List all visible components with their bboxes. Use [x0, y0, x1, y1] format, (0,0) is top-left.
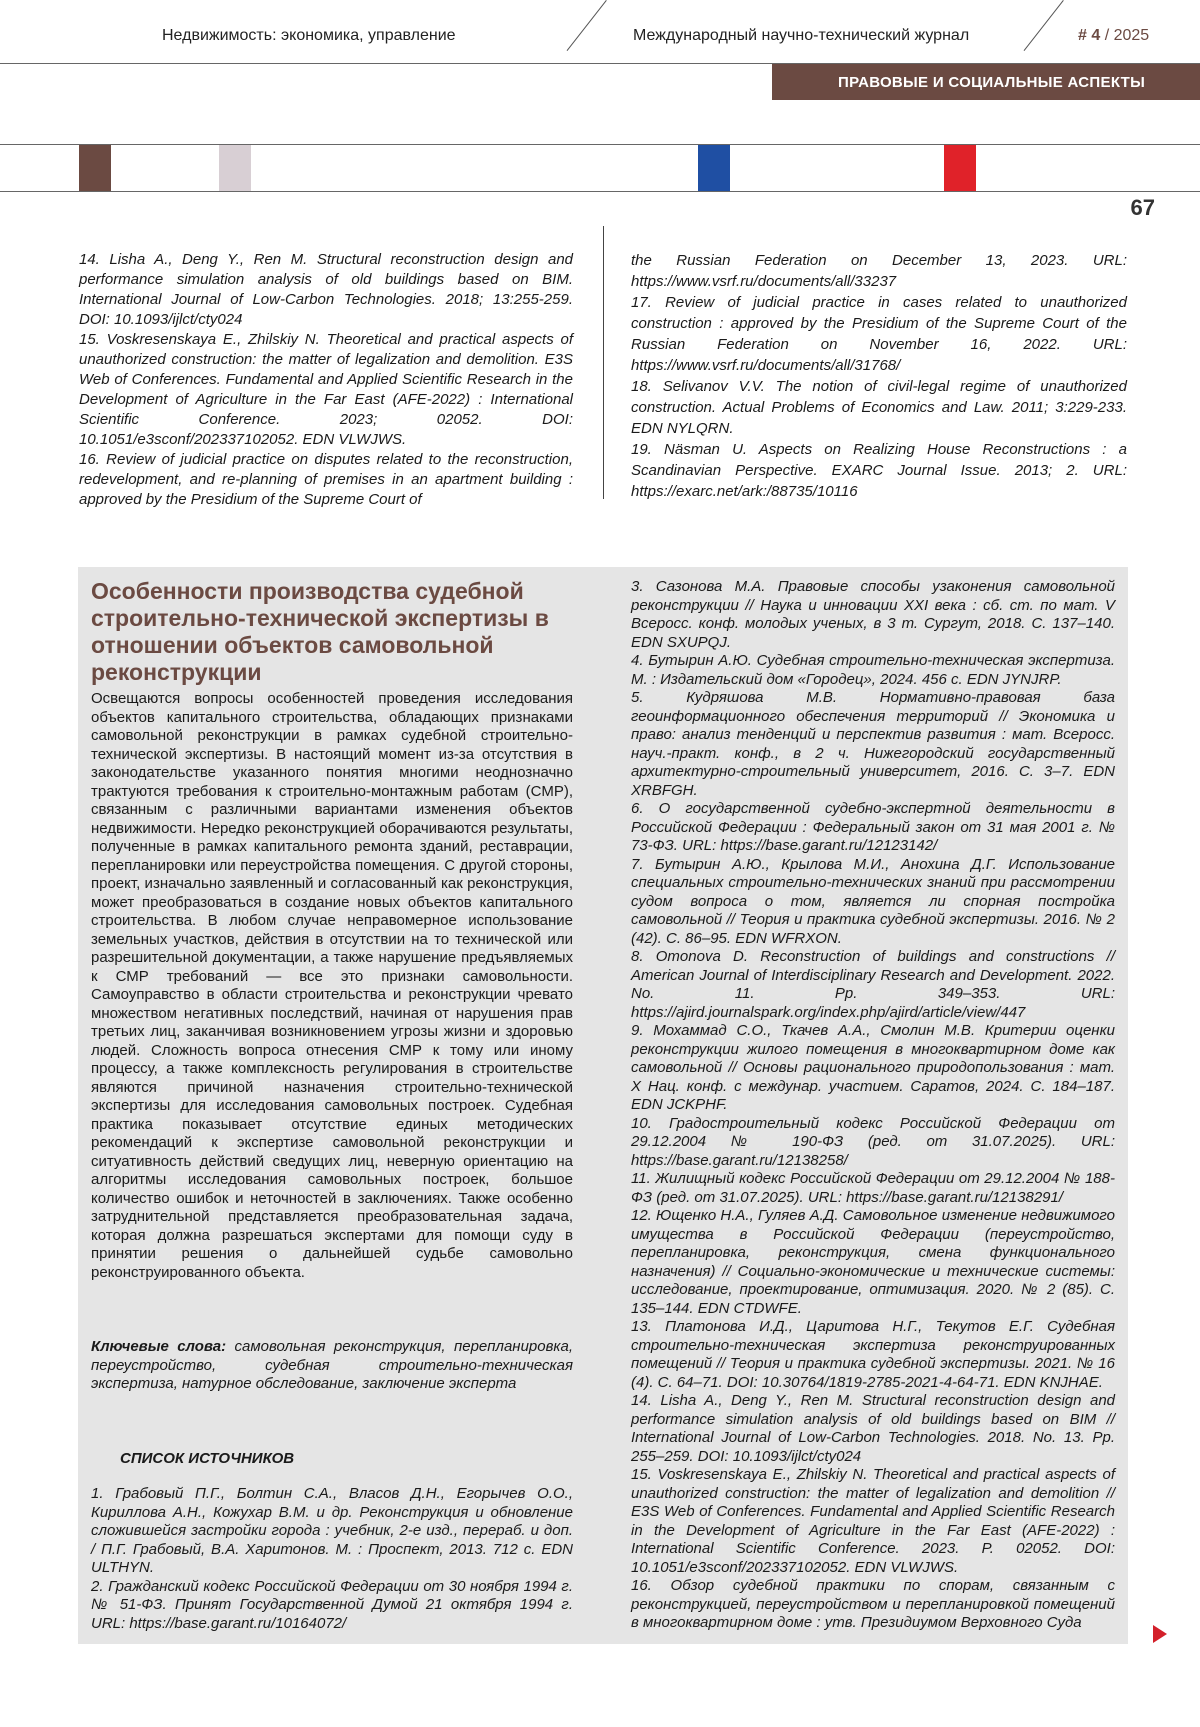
reference-item: 16. Обзор судебной практики по спорам, связанным с реконструкцией, переустройством и перепланировкой помещений в многоквартирном доме : утв. Президиумом Верховного Суда	[631, 1577, 1115, 1631]
reference-item: 14. Lisha A., Deng Y., Ren M. Structural reconstruction design and performance simulation analysis of old buildings based on BIM // International Journal of Low-Carbon Technologies. 2018. No. 13. Pp. 255–259. DOI: 10.1093/ijlct/cty024	[631, 1392, 1115, 1465]
color-square-pink	[219, 145, 251, 191]
reference-item: 5. Кудряшова М.В. Нормативно-правовая база геоинформационного обеспечения территорий // Экономика и право: анализ тенденций и перспектив развития : мат. Всеросс. науч.-практ. конф., в 2 ч. Нижегородский государственный архитектурно-строительный университет, 2016. С. 3–7. EDN XRBFGH.	[631, 689, 1115, 799]
page-number: 67	[1130, 195, 1155, 220]
journal-type: Международный научно-технический журнал	[633, 27, 970, 44]
reference-item: 13. Платонова И.Д., Царитова Н.Г., Текутов Е.Г. Судебная строительно-техническая экспертиза реконструированных помещений // Теория и практика судебной экспертизы. 2021. № 16 (4). С. 64–71. DOI: 10.30764/1819-2785-2021-4-64-71. EDN KNJHAE.	[631, 1318, 1115, 1391]
issue-label	[1078, 27, 1149, 45]
reference-item: 16. Review of judicial practice on disputes related to the reconstruction, redevelopment, and re-planning of premises in an apartment building : approved by the Presidium of the Supreme Court of	[79, 451, 573, 508]
reference-item: 12. Ющенко Н.А., Гуляев А.Д. Самовольное изменение недвижимого имущества в Российской Федерации (переустройство, перепланировка, реконструкция, смена функционального назначения) // Социально-экономические и технические системы: исследование, проектирование, оптимизация. 2020. № 2 (85). С. 135–144. EDN CTDWFE.	[631, 1207, 1115, 1317]
reference-item: 17. Review of judicial practice in cases related to unauthorized construction : approved by the Presidium of the Supreme Court of the Russian Federation on November 16, 2022. URL: https://www.vsrf.ru/documents/all/31768/	[631, 294, 1127, 374]
keywords	[91, 1338, 573, 1394]
color-square-red	[944, 145, 976, 191]
reference-item: 19. Näsman U. Aspects on Realizing House Reconstructions : a Scandinavian Perspective. EXARC Journal Issue. 2013; 2. URL: https://exarc.net/ark:/88735/10116	[631, 441, 1127, 500]
issue-number: # 4	[1078, 27, 1101, 44]
journal-name: Недвижимость: экономика, управление	[162, 27, 456, 44]
reference-item: 4. Бутырин А.Ю. Судебная строительно-техническая экспертиза. М. : Издательский дом «Городец», 2024. 456 с. EDN JYNJRP.	[631, 652, 1115, 688]
color-square-brown	[79, 145, 111, 191]
keywords-list: самовольная реконструкция, перепланировка, переустройство, судебная строительно-техническая экспертиза, натурное обследование, заключение эксперта	[91, 1338, 574, 1392]
reference-item: 18. Selivanov V.V. The notion of civil-legal regime of unauthorized construction. Actual Problems of Economics and Law. 2011; 3:229-233. EDN NYLQRN.	[631, 378, 1127, 437]
reference-item: the Russian Federation on December 13, 2023. URL: https://www.vsrf.ru/documents/all/33237	[631, 252, 1127, 290]
abstract-text: Освещаются вопросы особенностей проведения исследования объектов капитального строительства, обладающих признаками самовольной реконструкции в рамках судебной строительно-технической экспертизы. В настоящий момент из-за отсутствия в законодательстве указанного понятия многими неоднозначно трактуются требования к строительно-монтажным работам (СМР), связанным с различными вариантами изменения объектов недвижимости. Нередко реконструкцией оборачиваются результаты, полученные в рамках капитального ремонта зданий, реставрации, перепланировки или переустройства помещения. С другой стороны, проект, изначально заявленный и согласованный как реконструкция, может преобразоваться в создание новых объектов капитального строительства. В любом случае неправомерное использование земельных участков, действия в отсутствии на то технической или разрешительной документации, а также нарушение предъявляемых к СМР требований — все это признаки самовольности. Самоуправство в области строительства и реконструкции чревато множеством негативных последствий, начиная от нарушения прав третьих лиц, заканчивая возникновением угрозы жизни и здоровью людей. Сложность вопроса отнесения СМР к тому или иному процессу, а также комплексность регулирования в строительстве являются причиной назначения строительно-технической экспертизы для исследования самовольных построек. Судебная практика показывает отсутствие единых методических рекомендаций к экспертизе самовольной реконструкции и ситуативность действий сведущих лиц, неверную ориентацию на алгоритмы исследования самовольных построек, большое количество ошибок и неточностей в заключениях. Также особенно затруднительной представляется преобразовательная задача, которая должна разрешаться экспертами для помощи суду в принятии решения о дальнейшей судьбе самовольно реконструированного объекта.	[91, 690, 573, 1281]
reference-item: 15. Voskresenskaya E., Zhilskiy N. Theoretical and practical aspects of unauthorized construction: the matter of legalization and demolition // E3S Web of Conferences. Fundamental and Applied Scientific Research in the Development of Agriculture in the Far East (AFE-2022) : International Scientific Conference. 2023. P. 02052. DOI: 10.1051/e3sconf/202337102052. EDN VLWJWS.	[631, 1466, 1115, 1576]
color-square-blue	[698, 145, 730, 191]
reference-item: 11. Жилищный кодекс Российской Федерации от 29.12.2004 № 188-ФЗ (ред. от 31.07.2025). URL: https://base.garant.ru/12138291/	[631, 1170, 1115, 1206]
reference-item: 15. Voskresenskaya E., Zhilskiy N. Theoretical and practical aspects of unauthorized construction: the matter of legalization and demolition. E3S Web of Conferences. Fundamental and Applied Scientific Research in the Development of Agriculture in the Far East (AFE-2022) : International Scientific Conference. 2023; 02052. DOI: 10.1051/e3sconf/202337102052. EDN VLWJWS.	[79, 331, 573, 448]
continued-refs-right	[631, 250, 1127, 502]
reference-item: 3. Сазонова М.А. Правовые способы узаконения самовольной реконструкции // Наука и инновации XXI века : сб. ст. по мат. V Всеросс. конф. молодых ученых, в 3 т. Сургут, 2018. С. 137–140. EDN SXUPQJ.	[631, 578, 1115, 651]
color-strip-top-rule	[0, 144, 1200, 145]
references-heading: СПИСОК ИСТОЧНИКОВ	[120, 1450, 295, 1467]
section-title: ПРАВОВЫЕ И СОЦИАЛЬНЫЕ АСПЕКТЫ	[838, 74, 1146, 91]
issue-year: / 2025	[1104, 27, 1150, 44]
reference-item: 9. Мохаммад С.О., Ткачев А.А., Смолин М.В. Критерии оценки реконструкции жилого помещения в многоквартирном доме как самовольной // Основы рационального природопользования : мат. X Нац. конф. с междунар. участием. Саратов, 2024. С. 184–187. EDN JCKPHF.	[631, 1022, 1115, 1113]
reference-item: 10. Градостроительный кодекс Российской Федерации от 29.12.2004 № 190-ФЗ (ред. от 31.07.2025). URL: https://base.garant.ru/12138258/	[631, 1114, 1115, 1169]
reference-item: 8. Omonova D. Reconstruction of buildings and constructions // American Journal of Interdisciplinary Research and Development. 2022. No. 11. Pp. 349–353. URL: https://ajird.journalspark.org/index.php/ajird/article/view/447	[631, 948, 1115, 1021]
continued-refs-left	[79, 250, 573, 510]
next-page-arrow-icon	[1153, 1625, 1167, 1643]
reference-item: 1. Грабовый П.Г., Болтин С.А., Власов Д.Н., Егорычев О.О., Кириллова А.Н., Кожухар В.М. и др. Реконструкция и обновление сложившейся застройки города : учебник, 2-е изд., перераб. и доп. / П.Г. Грабовый, В.А. Харитонов. М. : Проспект, 2013. 712 с. EDN ULTHYN.	[91, 1485, 573, 1576]
column-separator	[603, 226, 604, 499]
reference-item: 2. Гражданский кодекс Российской Федерации от 30 ноября 1994 г. № 51-ФЗ. Принят Государственной Думой 21 октября 1994 г. URL: https://base.garant.ru/10164072/	[91, 1577, 573, 1632]
reference-item: 6. О государственной судебно-экспертной деятельности в Российской Федерации : Федеральный закон от 31 мая 2001 г. № 73-ФЗ. URL: https://base.garant.ru/12123142/	[631, 800, 1115, 854]
reference-item: 7. Бутырин А.Ю., Крылова М.И., Анохина Д.Г. Использование специальных строительно-технических знаний при рассмотрении судом вопроса о том, является ли спорная постройка самовольной // Теория и практика судебной экспертизы. 2016. № 2 (42). С. 86–95. EDN WFRXON.	[631, 855, 1115, 947]
color-strip-bottom-rule	[0, 191, 1200, 192]
keywords-label: Ключевые слова:	[91, 1338, 227, 1355]
reference-item: 14. Lisha A., Deng Y., Ren M. Structural reconstruction design and performance simulation analysis of old buildings based on BIM. International Journal of Low-Carbon Technologies. 2018; 13:255-259. DOI: 10.1093/ijlct/cty024	[79, 251, 573, 328]
header-divider	[1024, 0, 1064, 51]
article-title: Особенности производства судебной строительно-технической экспертизы в отношении объектов самовольной реконструкции	[91, 578, 549, 685]
references-list-left	[91, 1485, 573, 1633]
header-divider	[567, 0, 607, 51]
references-list-right	[631, 578, 1115, 1633]
